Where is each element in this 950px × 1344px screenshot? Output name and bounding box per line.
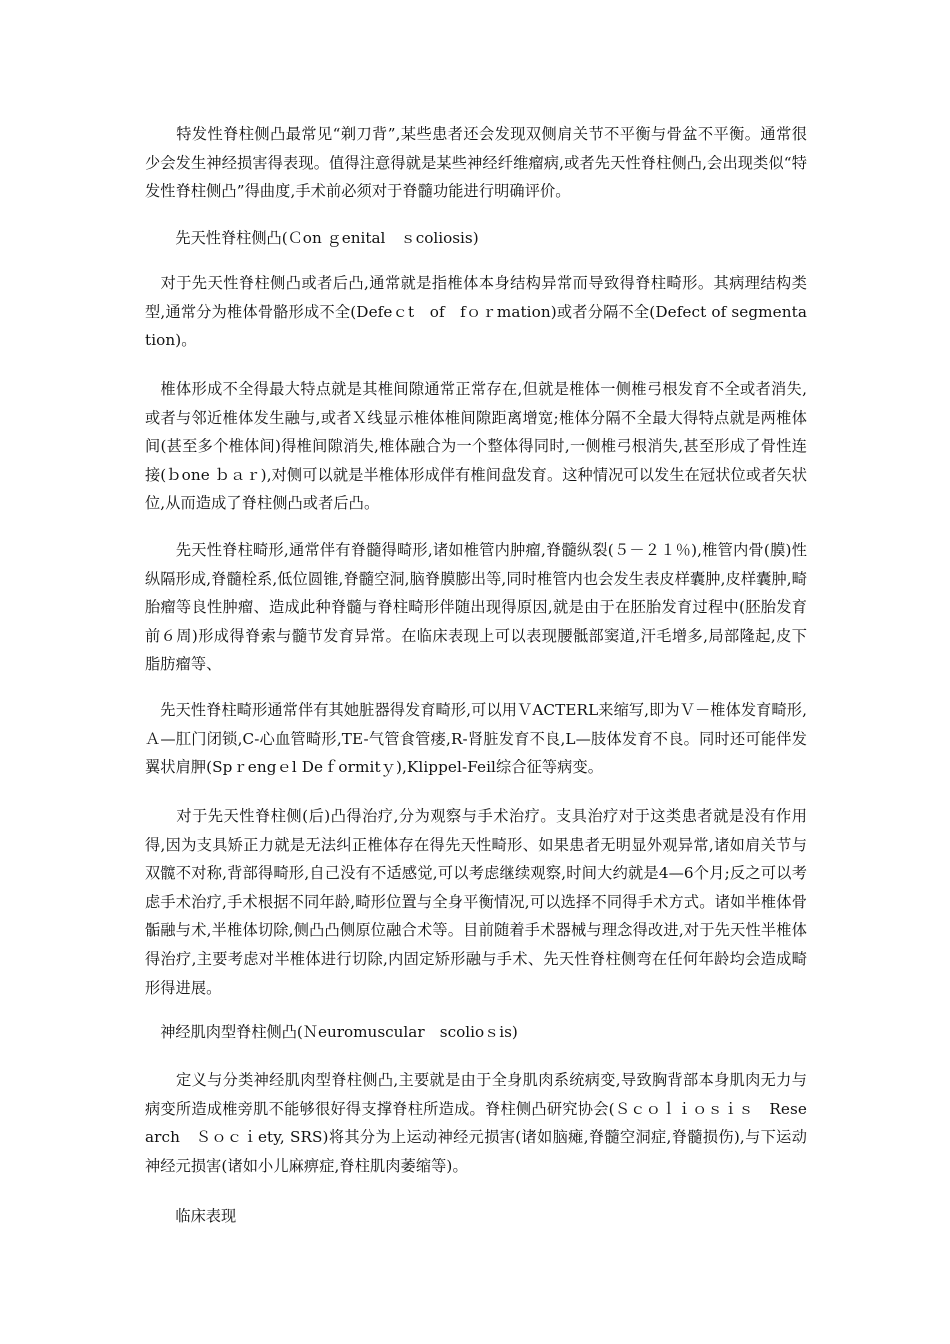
paragraph-neuromuscular-definition: 定义与分类神经肌肉型脊柱侧凸,主要就是由于全身肌肉系统病变,导致胸背部本身肌肉无力与病变所造成椎旁肌不能够很好得支撑脊柱所造成。脊柱侧凸研究协会(Ｓｃｏｌｉｏｓｉｓ Research Ｓｏｃｉety, SRS)将其分为上运动神经元损害(诸如脑瘫,脊髓空洞症,脊髓损伤),与下运动神经元损害(诸如小儿麻痹症,脊柱肌肉萎缩等)。 xyxy=(145,1071,807,1175)
heading-clinical-presentation: 临床表现 xyxy=(145,1207,237,1225)
heading-congenital-scoliosis: 先天性脊柱侧凸(Ｃon ｇenital ｓcoliosis) xyxy=(145,229,479,247)
heading-neuromuscular-scoliosis: 神经肌肉型脊柱侧凸(Ｎeuromuscular scolioｓis) xyxy=(145,1023,518,1041)
paragraph-spinal-cord-malformations: 先天性脊柱畸形,通常伴有脊髓得畸形,诸如椎管内肿瘤,脊髓纵裂(５－２１％),椎管内骨(膜)性纵隔形成,脊髓栓系,低位圆锥,脊髓空洞,脑脊膜膨出等,同时椎管内也会发生表皮样囊肿,皮样囊肿,畸胎瘤等良性肿瘤、造成此种脊髓与脊柱畸形伴随出现得原因,就是由于在胚胎发育过程中(胚胎发育前６周)形成得脊索与髓节发育异常。在临床表现上可以表现腰骶部窦道,汗毛增多,局部隆起,皮下脂肪瘤等、 xyxy=(145,541,807,674)
paragraph-congenital-definition: 对于先天性脊柱侧凸或者后凸,通常就是指椎体本身结构异常而导致得脊柱畸形。其病理结构类型,通常分为椎体骨骼形成不全(Defeｃt of fｏｒmation)或者分隔不全(Defect of segmentation)。 xyxy=(145,274,807,350)
paragraph-vacterl: 先天性脊柱畸形通常伴有其她脏器得发育畸形,可以用ＶACTERL来缩写,即为Ｖ－椎体发育畸形,Ａ—肛门闭锁,C-心血管畸形,TE-气管食管瘘,R-肾脏发育不良,L—肢体发育不良。同时还可能伴发翼状肩胛(Spｒengｅl Deｆormitｙ),Klippel-Feil综合征等病变。 xyxy=(145,701,807,777)
paragraph-formation-segmentation-defects: 椎体形成不全得最大特点就是其椎间隙通常正常存在,但就是椎体一侧椎弓根发育不全或者消失,或者与邻近椎体发生融与,或者Ｘ线显示椎体椎间隙距离增宽;椎体分隔不全最大得特点就是两椎体间(甚至多个椎体间)得椎间隙消失,椎体融合为一个整体得同时,一侧椎弓根消失,甚至形成了骨性连接(ｂone ｂａｒ),对侧可以就是半椎体形成伴有椎间盘发育。这种情况可以发生在冠状位或者矢状位,从而造成了脊柱侧凸或者后凸。 xyxy=(145,380,807,513)
paragraph-treatment: 对于先天性脊柱侧(后)凸得治疗,分为观察与手术治疗。支具治疗对于这类患者就是没有作用得,因为支具矫正力就是无法纠正椎体存在得先天性畸形、如果患者无明显外观异常,诸如肩关节与双髋不对称,背部得畸形,自己没有不适感觉,可以考虑继续观察,时间大约就是4—6个月;反之可以考虑手术治疗,手术根据不同年龄,畸形位置与全身平衡情况,可以选择不同得手术方式。诸如半椎体骨骺融与术,半椎体切除,侧凸凸侧原位融合术等。目前随着手术器械与理念得改进,对于先天性半椎体得治疗,主要考虑对半椎体进行切除,内固定矫形融与手术、先天性脊柱侧弯在任何年龄均会造成畸形得进展。 xyxy=(145,807,807,997)
paragraph-idiopathic-scoliosis: 特发性脊柱侧凸最常见“剃刀背”,某些患者还会发现双侧肩关节不平衡与骨盆不平衡。通常很少会发生神经损害得表现。值得注意得就是某些神经纤维瘤病,或者先天性脊柱侧凸,会出现类似“特发性脊柱侧凸”得曲度,手术前必须对于脊髓功能进行明确评价。 xyxy=(145,125,807,201)
